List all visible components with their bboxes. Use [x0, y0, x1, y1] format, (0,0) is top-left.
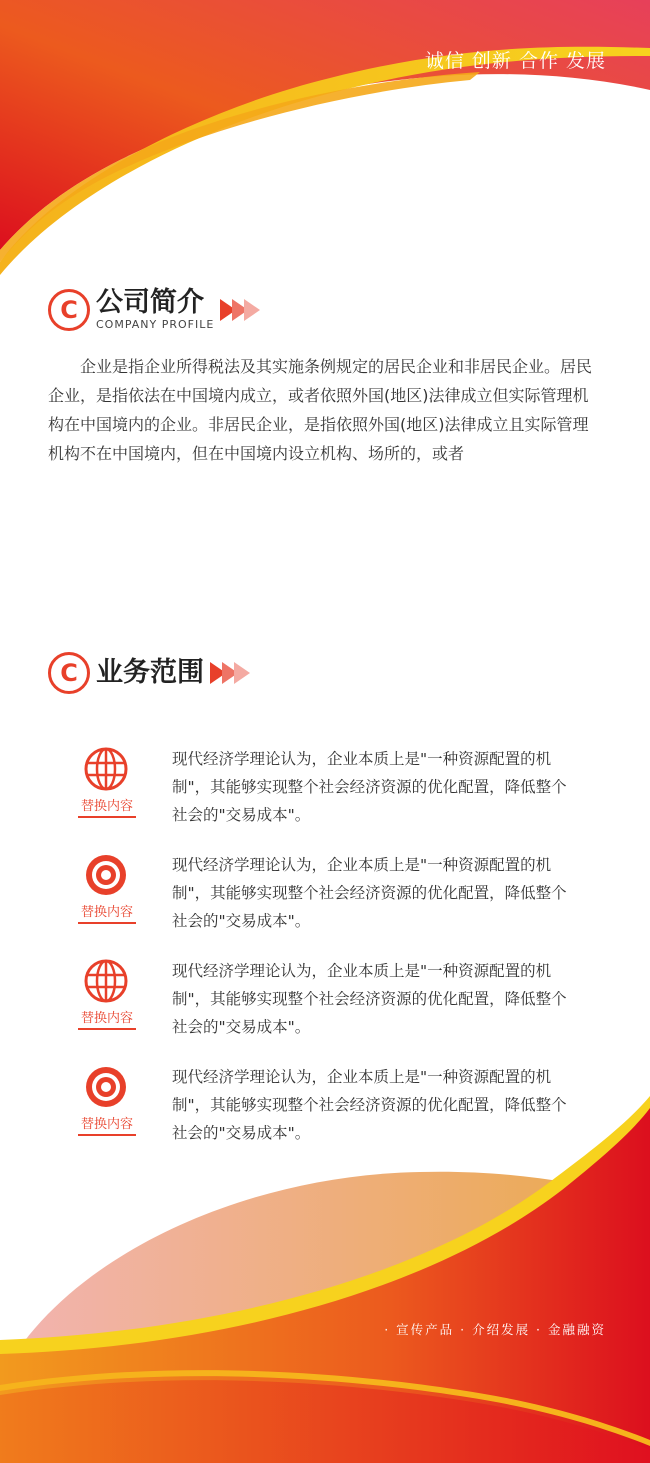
business-item-label: 替换内容	[78, 1007, 136, 1030]
business-item	[78, 1063, 598, 1153]
company-slogan: 诚信 创新 合作 发展	[424, 50, 606, 72]
c-logo-icon: C	[48, 289, 90, 331]
profile-title: 公司简介	[96, 287, 204, 318]
business-item-label: 替换内容	[78, 901, 136, 924]
business-item-text: 现代经济学理论认为，企业本质上是"一种资源配置的机制"，其能够实现整个社会经济资源的优化配置，降低整个社会的"交易成本"。	[172, 1068, 567, 1142]
globe-icon	[82, 745, 130, 793]
globe-icon	[82, 957, 130, 1005]
arrow-decoration-icon	[210, 662, 250, 684]
business-item	[78, 851, 598, 941]
profile-subtitle: COMPANY PROFILE	[96, 318, 215, 331]
business-item-text: 现代经济学理论认为，企业本质上是"一种资源配置的机制"，其能够实现整个社会经济资源的优化配置，降低整个社会的"交易成本"。	[172, 750, 567, 824]
profile-paragraph: 企业是指企业所得税法及其实施条例规定的居民企业和非居民企业。居民企业，是指依法在中国境内成立，或者依照外国(地区)法律成立但实际管理机构在中国境内的企业。非居民企业，是指依照外国(地区)法律成立且实际管理机构不在中国境内，但在中国境内设立机构、场所的，或者	[48, 357, 593, 463]
arrow-decoration-icon	[220, 299, 260, 321]
business-item-label: 替换内容	[78, 1113, 136, 1136]
target-icon	[82, 851, 130, 899]
business-title: 业务范围	[96, 657, 204, 688]
profile-text	[48, 352, 604, 468]
business-item-text: 现代经济学理论认为，企业本质上是"一种资源配置的机制"，其能够实现整个社会经济资源的优化配置，降低整个社会的"交易成本"。	[172, 856, 567, 930]
c-logo-icon: C	[48, 652, 90, 694]
business-section-title	[48, 652, 250, 694]
business-item-label: 替换内容	[78, 795, 136, 818]
target-icon	[82, 1063, 130, 1111]
business-item-text: 现代经济学理论认为，企业本质上是"一种资源配置的机制"，其能够实现整个社会经济资源的优化配置，降低整个社会的"交易成本"。	[172, 962, 567, 1036]
profile-section-title	[48, 288, 260, 331]
business-item	[78, 957, 598, 1047]
footer-tagline: · 宣传产品 · 介绍发展 · 金融融资	[384, 1322, 606, 1337]
business-item	[78, 745, 598, 835]
